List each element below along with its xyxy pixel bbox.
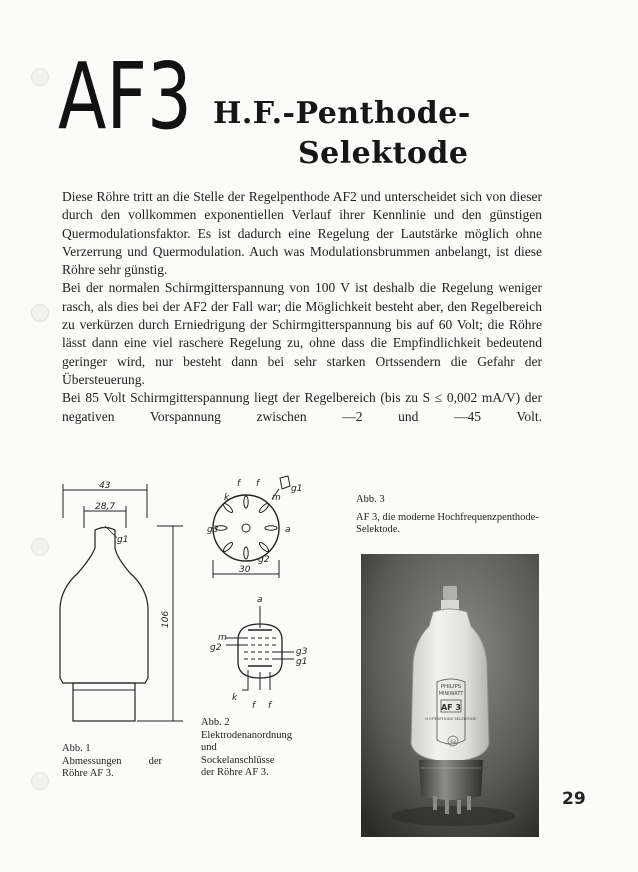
figure-2-tube-symbol <box>204 590 316 715</box>
socket-label-g3: g3 <box>207 525 219 535</box>
socket-label-g2: g2 <box>258 555 270 565</box>
symbol-label-g1: g1 <box>296 657 308 667</box>
figure-1-caption-text: Abmessungen der Röhre AF 3. <box>62 755 162 779</box>
photo-label-base-code: 43 <box>450 740 456 745</box>
dim-width-top: 43 <box>99 481 111 491</box>
figure-3-tube-photo <box>361 554 539 837</box>
tube-type-heading <box>58 43 198 150</box>
socket-label-f2: f <box>256 479 260 489</box>
paragraph-2: Bei der normalen Schirmgitterspannung von 100 V ist deshalb die Regelung weniger rasch, als dies bei der AF2 der Fall war; die Möglichkeit besteht aber, den Regelbereich zu verkürzen durch Erniedrigung der Schirmgitterspannung bis auf 60 Volt; die Röhre lässt dann eine viel raschere Regelung zu, ohne dass die Empfindlichkeit bedeutend geringer wird, nur besteht dann bei sehr starken Ortssendern die Gefahr der Übersteuerung. <box>62 280 542 387</box>
photo-label-sub: MINIWATT <box>438 691 464 697</box>
grid-label-g1: g1 <box>117 535 129 545</box>
figure-2-socket-diagram <box>196 472 314 588</box>
figure-1-caption <box>62 743 162 781</box>
title-line-1: H.F.-Penthode- <box>213 96 471 131</box>
photo-label-desc: H.F.PENTHODE SELEKTODE <box>425 716 477 721</box>
figure-1-caption-title: Abb. 1 <box>62 743 91 754</box>
paragraph-3: Bei 85 Volt Schirmgitterspannung liegt der Regelbereich (bis zu S ≤ 0,002 mA/V) der negativen Vorspannung zwischen —2 und —45 Volt. <box>62 390 542 424</box>
figure-2-caption-title: Abb. 2 <box>201 717 230 728</box>
binder-hole-3 <box>31 538 49 556</box>
photo-label-type: AF 3 <box>440 703 462 712</box>
figure-3-caption-text: AF 3, die moderne Hochfrequenzpenthode-Selektode. <box>356 511 539 535</box>
figure-2-caption <box>201 717 292 780</box>
figure-3-caption <box>356 494 546 537</box>
socket-label-m: m <box>272 493 281 503</box>
symbol-label-a: a <box>257 595 263 605</box>
figure-1-dimension-drawing <box>55 478 185 740</box>
title-line-2: Selektode <box>298 136 469 171</box>
symbol-label-f2: f <box>268 701 272 711</box>
socket-label-g1: g1 <box>291 484 303 494</box>
socket-label-a: a <box>285 525 291 535</box>
socket-label-f1: f <box>237 479 241 489</box>
dim-width-inner: 28,7 <box>95 502 116 512</box>
symbol-label-k: k <box>232 693 238 703</box>
binder-hole-2 <box>31 304 49 322</box>
page-number: 29 <box>562 789 586 809</box>
figure-2-caption-text: Elektrodenanordnung und Sockelanschlüsse der Röhre AF 3. <box>201 729 292 778</box>
photo-label-brand: PHILIPS <box>440 684 462 690</box>
body-text <box>62 188 542 426</box>
binder-hole-4 <box>31 772 49 790</box>
tube-type-label: AF3 <box>58 43 192 150</box>
binder-hole-1 <box>31 68 49 86</box>
dim-height: 106 <box>161 610 171 628</box>
figure-3-caption-title: Abb. 3 <box>356 494 385 505</box>
symbol-label-m: m <box>218 633 227 643</box>
symbol-label-g3: g3 <box>296 647 308 657</box>
paragraph-1: Diese Röhre tritt an die Stelle der Regelpenthode AF2 und unterscheidet sich von dieser durch den vollkommen exponentiellen Verlauf ihrer Kennlinie und den günstigen Quermodulationsfaktor. Es ist dadurch eine Regelung der Lautstärke möglich ohne Verzerrung und Quermodulation. Auch was Modulationsbrummen anbelangt, ist diese Röhre sehr günstig. <box>62 189 542 278</box>
symbol-label-f1: f <box>252 701 256 711</box>
symbol-label-g2: g2 <box>210 643 222 653</box>
socket-dim-30: 30 <box>239 565 251 575</box>
socket-label-k: k <box>224 493 230 503</box>
